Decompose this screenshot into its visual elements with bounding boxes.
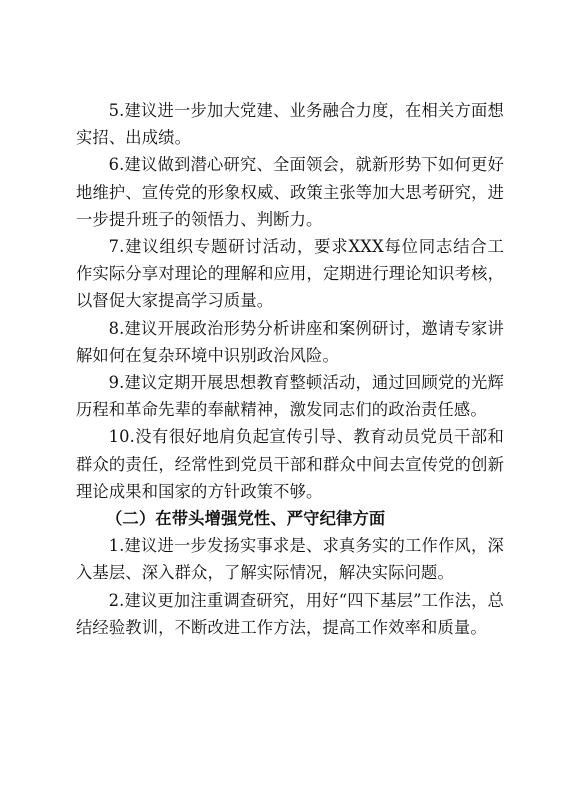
paragraph-9: 9.建议定期开展思想教育整顿活动，通过回顾党的光辉历程和革命先辈的奉献精神，激发同志们的政治责任感。	[76, 373, 504, 420]
paragraph-8: 8.建议开展政治形势分析讲座和案例研讨，邀请专家讲解如何在复杂环境中识别政治风险。	[76, 318, 504, 365]
section-heading: （二）在带头增强党性、严守纪律方面	[106, 509, 386, 529]
document-body	[76, 97, 504, 641]
paragraph-10: 10.没有很好地肩负起宣传引导、教育动员党员干部和群众的责任，经常性到党员干部和群众中间去宣传党的创新理论成果和国家的方针政策不够。	[76, 427, 504, 501]
paragraph-6: 6.建议做到潜心研究、全面领会，就新形势下如何更好地维护、宣传党的形象权威、政策主张等加大思考研究，进一步提升班子的领悟力、判断力。	[76, 155, 504, 229]
section-paragraph-2: 2.建议更加注重调查研究，用好“四下基层”工作法，总结经验教训，不断改进工作方法，提高工作效率和质量。	[76, 590, 504, 637]
paragraph-5: 5.建议进一步加大党建、业务融合力度，在相关方面想实招、出成绩。	[76, 101, 504, 148]
paragraph-7: 7.建议组织专题研讨活动，要求XXX每位同志结合工作实际分享对理论的理解和应用，定期进行理论知识考核，以督促大家提高学习质量。	[76, 237, 504, 311]
section-paragraph-1: 1.建议进一步发扬实事求是、求真务实的工作作风，深入基层、深入群众，了解实际情况，解决实际问题。	[76, 536, 504, 583]
